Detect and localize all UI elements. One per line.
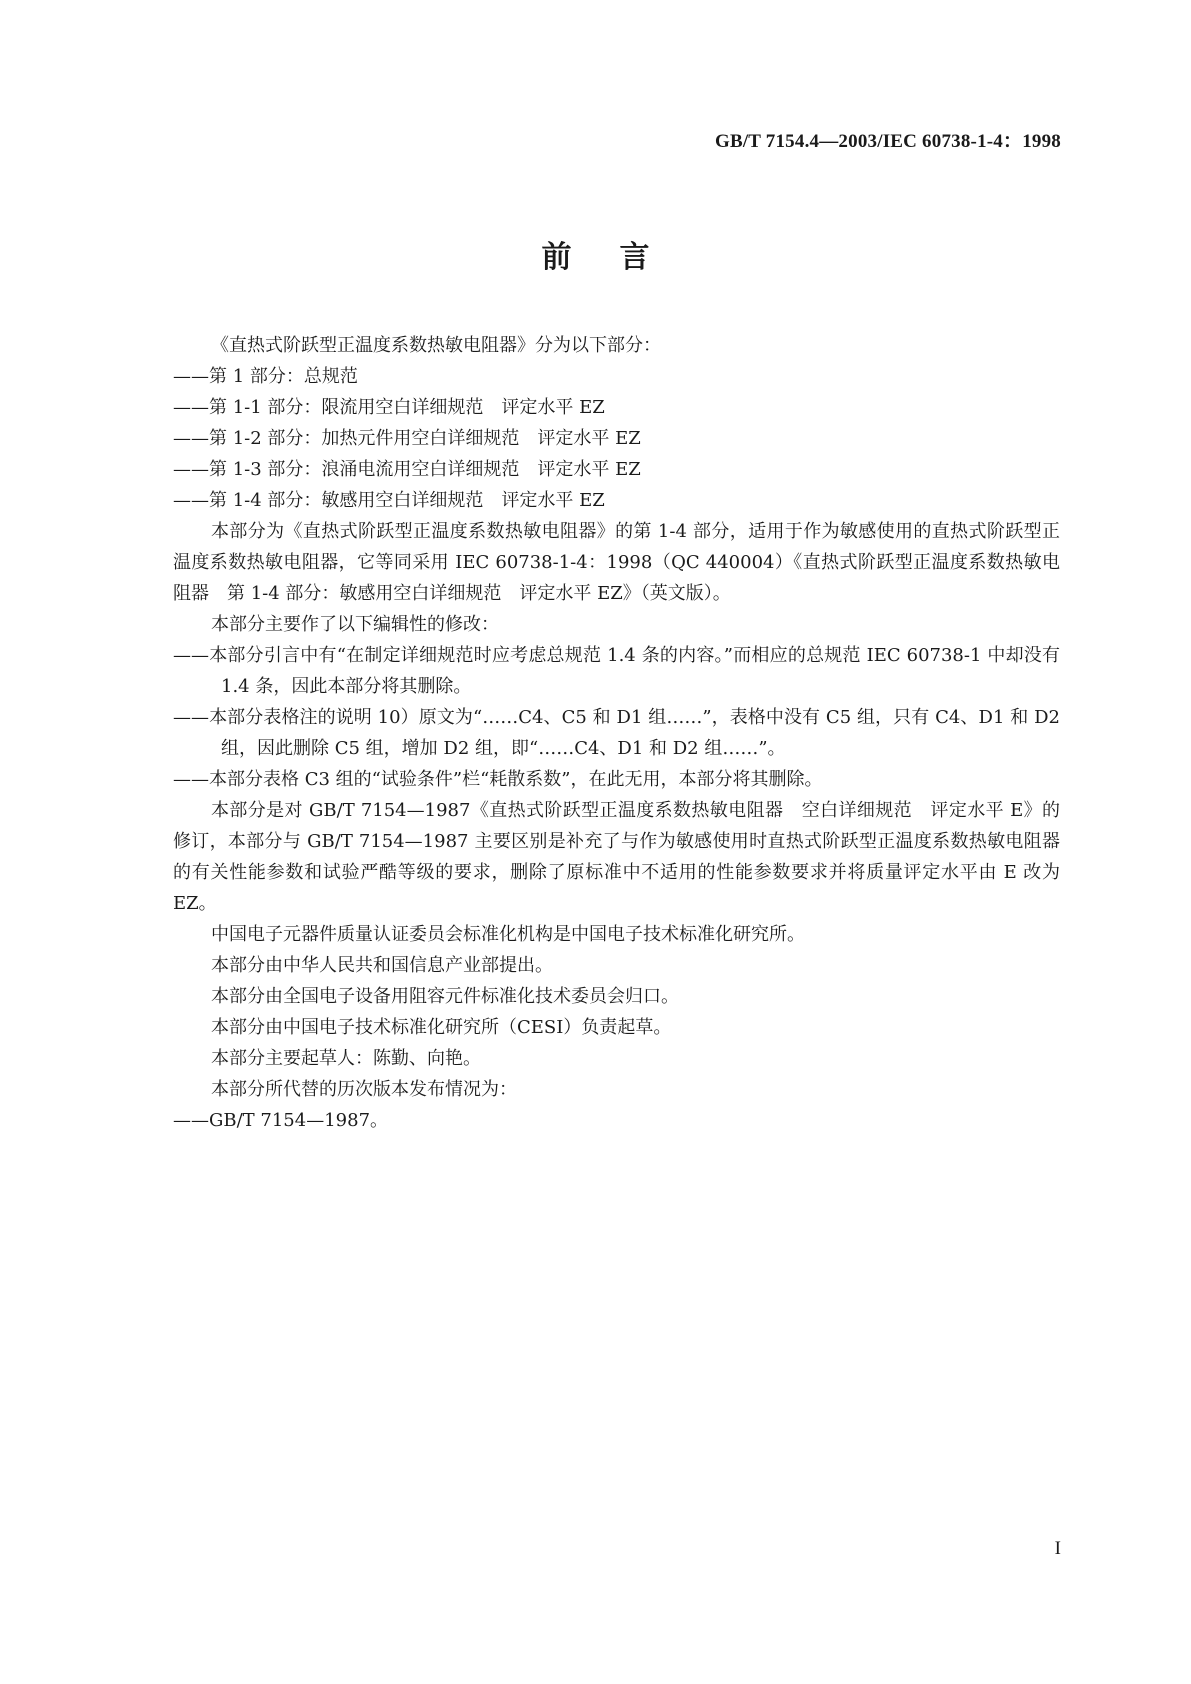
- preface-body: [173, 330, 1060, 1136]
- centralized-by-paragraph: 本部分由全国电子设备用阻容元件标准化技术委员会归口。: [211, 986, 679, 1007]
- scope-paragraph: 本部分为《直热式阶跃型正温度系数热敏电阻器》的第 1-4 部分，适用于作为敏感使用的直热式阶跃型正温度系数热敏电阻器，它等同采用 IEC 60738-1-4：1998（QC 440004）《直热式阶跃型正温度系数热敏电阻器 第 1-4 部分：敏感用空白详细规范 评定水平 EZ》（英文版）。: [173, 521, 1060, 604]
- part-item: ——第 1-3 部分：浪涌电流用空白详细规范 评定水平 EZ: [173, 459, 641, 480]
- edit-item: ——本部分表格注的说明 10）原文为“……C4、C5 和 D1 组……”，表格中没有 C5 组，只有 C4、D1 和 D2 组，因此删除 C5 组，增加 D2 组，即“……C4、D1 和 D2 组……”。: [173, 707, 1060, 759]
- standardization-body-paragraph: 中国电子元器件质量认证委员会标准化机构是中国电子技术标准化研究所。: [211, 924, 805, 945]
- part-item: ——第 1 部分：总规范: [173, 366, 358, 387]
- intro-paragraph: 《直热式阶跃型正温度系数热敏电阻器》分为以下部分：: [211, 335, 661, 356]
- standard-code-header: GB/T 7154.4—2003/IEC 60738-1-4：1998: [714, 131, 1061, 152]
- page-number: I: [1054, 1538, 1061, 1559]
- history-intro-paragraph: 本部分所代替的历次版本发布情况为：: [211, 1079, 517, 1100]
- history-item: ——GB/T 7154—1987。: [173, 1110, 389, 1131]
- edits-intro-paragraph: 本部分主要作了以下编辑性的修改：: [211, 614, 499, 635]
- part-item: ——第 1-4 部分：敏感用空白详细规范 评定水平 EZ: [173, 490, 605, 511]
- part-item: ——第 1-1 部分：限流用空白详细规范 评定水平 EZ: [173, 397, 605, 418]
- page-title: 前言: [541, 240, 698, 275]
- edit-item: ——本部分引言中有“在制定详细规范时应考虑总规范 1.4 条的内容。”而相应的总规范 IEC 60738-1 中却没有 1.4 条，因此本部分将其删除。: [173, 645, 1060, 697]
- drafted-by-paragraph: 本部分由中国电子技术标准化研究所（CESI）负责起草。: [211, 1017, 672, 1038]
- drafters-paragraph: 本部分主要起草人：陈勤、向艳。: [211, 1048, 481, 1069]
- edit-item: ——本部分表格 C3 组的“试验条件”栏“耗散系数”，在此无用，本部分将其删除。: [173, 769, 823, 790]
- part-item: ——第 1-2 部分：加热元件用空白详细规范 评定水平 EZ: [173, 428, 641, 449]
- proposed-by-paragraph: 本部分由中华人民共和国信息产业部提出。: [211, 955, 553, 976]
- revision-paragraph: 本部分是对 GB/T 7154—1987《直热式阶跃型正温度系数热敏电阻器 空白详细规范 评定水平 E》的修订，本部分与 GB/T 7154—1987 主要区别是补充了与作为敏感使用时直热式阶跃型正温度系数热敏电阻器的有关性能参数和试验严酷等级的要求，删除了原标准中不适用的性能参数要求并将质量评定水平由 E 改为 EZ。: [173, 800, 1060, 914]
